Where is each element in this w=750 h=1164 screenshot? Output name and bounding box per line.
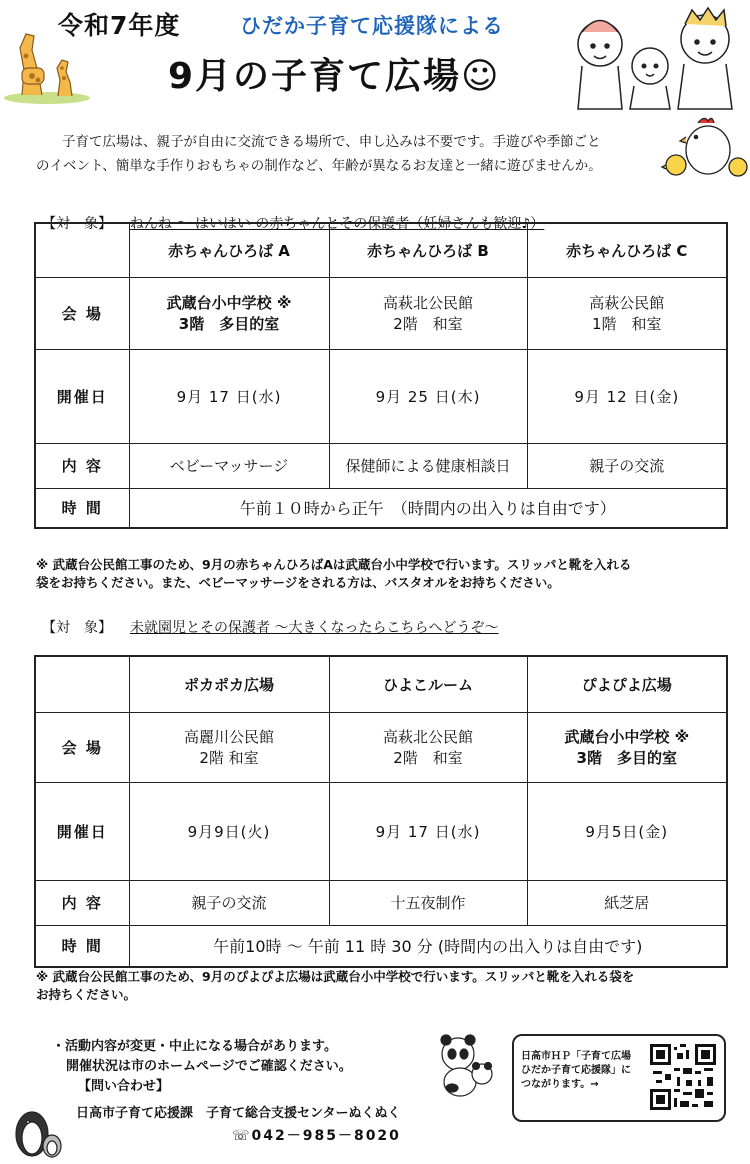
content-cell: 十五夜制作	[329, 880, 527, 925]
notice-line-2: 開催状況は市のホームページでご確認ください。	[66, 1059, 352, 1074]
penguin-illustration	[6, 1100, 66, 1160]
venue-name: 高萩北公民館	[382, 294, 473, 312]
row-label-venue: 会 場	[35, 277, 129, 349]
footer-notice	[52, 1037, 432, 1097]
venue-room: 3階 多目的室	[576, 749, 677, 767]
venue-name: 高萩北公民館	[382, 728, 473, 746]
qr-code[interactable]	[650, 1044, 716, 1110]
chicken-illustration	[658, 115, 748, 185]
venue-room: 1階 和室	[591, 315, 662, 333]
note-line: 袋をお持ちください。また、ベビーマッサージをされる方は、バスタオルをお持ちください。	[36, 575, 560, 590]
time-cell: 午前10時 ～ 午前 11 時 30 分 (時間内の出入りは自由です)	[129, 925, 727, 967]
date-cell: 9月 25 日(木)	[329, 349, 527, 443]
column-header: ポカポカ広場	[129, 656, 329, 712]
row-label-date: 開催日	[35, 782, 129, 880]
column-header: 赤ちゃんひろば B	[329, 223, 527, 277]
intro-line-1: 子育て広場は、親子が自由に交流できる場所で、申し込みは不要です。手遊びや季節ごと	[62, 134, 601, 150]
content-cell: 保健師による健康相談日	[329, 443, 527, 488]
content-cell: 親子の交流	[129, 880, 329, 925]
section2-note	[36, 968, 736, 1004]
venue-name: 高麗川公民館	[183, 728, 274, 746]
row-label-date: 開催日	[35, 349, 129, 443]
date-cell: 9月 12 日(金)	[527, 349, 727, 443]
content-cell: 紙芝居	[527, 880, 727, 925]
time-cell: 午前１０時から正午 （時間内の出入りは自由です）	[129, 488, 727, 528]
venue-cell	[129, 712, 329, 782]
note-line: お持ちください。	[36, 987, 137, 1002]
column-header: 赤ちゃんひろば C	[527, 223, 727, 277]
date-cell: 9月 17 日(水)	[329, 782, 527, 880]
venue-name: 武蔵台小中学校 ※	[166, 294, 292, 312]
column-header: ぴよぴよ広場	[527, 656, 727, 712]
venue-cell	[129, 277, 329, 349]
note-line: ※ 武蔵台公民館工事のため、9月のぴよぴよ広場は武蔵台小中学校で行います。スリッパと靴を入れる袋を	[36, 969, 635, 984]
venue-cell	[527, 712, 727, 782]
panda-illustration	[432, 1030, 498, 1100]
venue-cell	[527, 277, 727, 349]
content-cell: ベビーマッサージ	[129, 443, 329, 488]
table-corner	[35, 656, 129, 712]
row-label-time: 時 間	[35, 925, 129, 967]
row-label-content: 内 容	[35, 880, 129, 925]
content-cell: 親子の交流	[527, 443, 727, 488]
section1-table	[34, 222, 728, 529]
venue-name: 武蔵台小中学校 ※	[564, 728, 690, 746]
inquiry-org: 日高市子育て応援課 子育て総合支援センターぬくぬく	[76, 1106, 401, 1121]
venue-room: 2階 和室	[393, 315, 463, 333]
qr-caption: 日高市ＨＰ「子育て広場ひだか子育て応援隊」につながります。→	[521, 1051, 631, 1090]
notice-line-1: ・活動内容が変更・中止になる場合があります。	[52, 1039, 337, 1054]
section2-target-text: 未就園児とその保護者 ～大きくなったらこちらへどうぞ～	[130, 620, 499, 636]
date-cell: 9月5日(金)	[527, 782, 727, 880]
date-cell: 9月9日(火)	[129, 782, 329, 880]
venue-cell	[329, 277, 527, 349]
page-title: 9月の子育て広場☺	[168, 56, 501, 97]
section2-target	[42, 617, 498, 637]
section1-note	[36, 556, 726, 592]
venue-room: 3階 多目的室	[178, 315, 280, 333]
venue-room: 2階 和室	[199, 749, 259, 767]
inquiry-label: 【問い合わせ】	[78, 1079, 170, 1094]
section1-target-text: ねんね ～ はいはい の赤ちゃんとその保護者（妊婦さんも歓迎♪）	[130, 216, 545, 232]
date-cell: 9月 17 日(水)	[129, 349, 329, 443]
column-header: ひよこルーム	[329, 656, 527, 712]
section2-table	[34, 655, 728, 968]
row-label-venue: 会 場	[35, 712, 129, 782]
section2-target-label: 【対 象】	[42, 620, 112, 636]
venue-room: 2階 和室	[393, 749, 463, 767]
note-line: ※ 武蔵台公民館工事のため、9月の赤ちゃんひろばAは武蔵台小中学校で行います。スリッパと靴を入れる	[36, 557, 632, 572]
row-label-time: 時 間	[35, 488, 129, 528]
section1-target-label: 【対 象】	[42, 216, 112, 232]
intro-line-2: のイベント、簡単な手作りおもちゃの制作など、年齢が異なるお友達と一緒に遊びませんか。	[36, 158, 602, 174]
table-corner	[35, 223, 129, 277]
phone-number: ☏042－985－8020	[232, 1128, 401, 1144]
children-illustration	[560, 4, 746, 114]
venue-cell	[329, 712, 527, 782]
column-header: 赤ちゃんひろば A	[129, 223, 329, 277]
row-label-content: 内 容	[35, 443, 129, 488]
intro-text	[36, 130, 676, 178]
venue-name: 高萩公民館	[589, 294, 665, 312]
fiscal-year: 令和7年度	[58, 11, 181, 40]
organizer: ひだか子育て応援隊による	[240, 14, 504, 38]
